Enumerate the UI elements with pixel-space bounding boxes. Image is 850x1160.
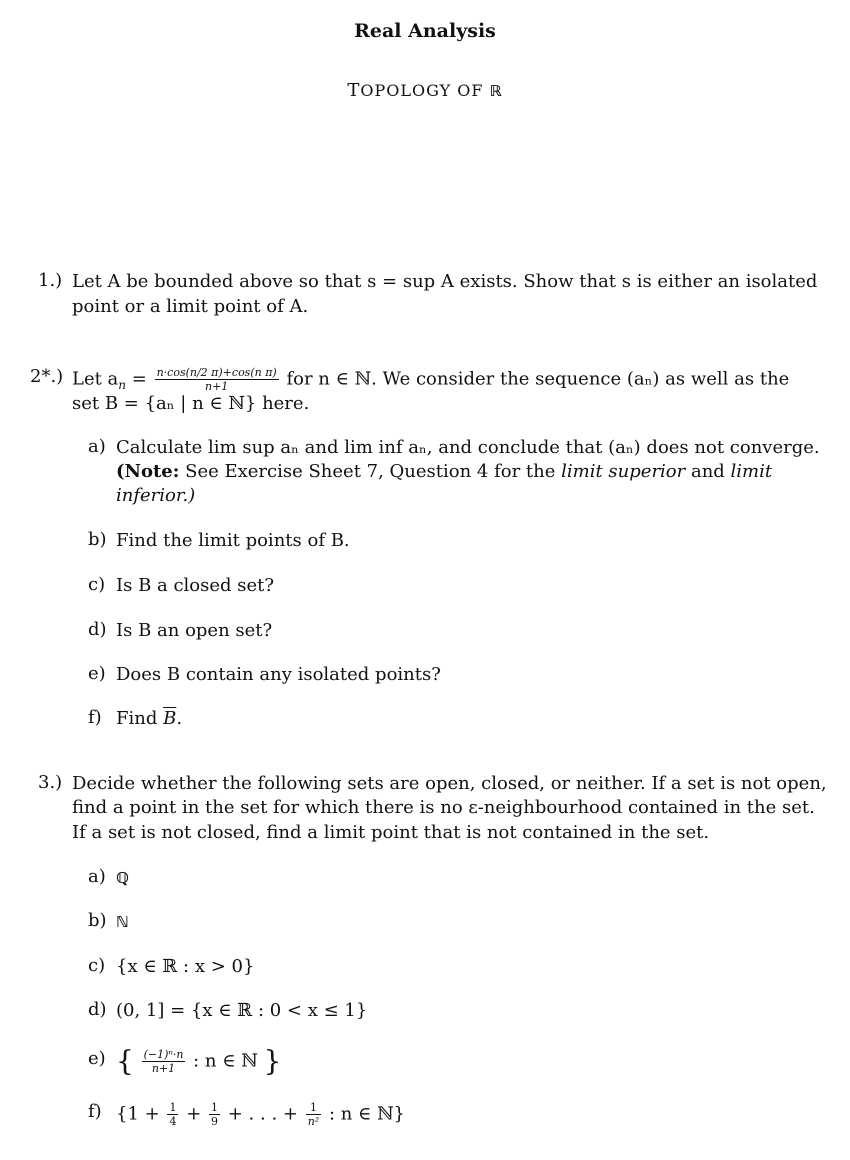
question-2-fraction: $\frac{\text{n·cos(n/2 π)+cos(n π)}}{n+1}$	[156, 366, 277, 393]
question-3-line-3: If a set is not closed, find a limit point that is not contained in the set.	[72, 822, 710, 843]
q3-part-a-label: a)	[88, 866, 106, 887]
question-2-line-2: set B = {aₙ | n ∈ ℕ} here.	[72, 393, 310, 414]
q3-part-b-text: ℕ	[116, 913, 129, 931]
q2-part-c-label: c)	[88, 574, 106, 595]
q2-part-e-label: e)	[88, 663, 106, 684]
q3-part-c-text: {x ∈ ℝ : x > 0}	[116, 956, 255, 977]
q3-part-d-label: d)	[88, 999, 107, 1020]
q3-part-d-text: (0, 1] = {x ∈ ℝ : 0 < x ≤ 1}	[116, 1000, 368, 1021]
document-subtitle: TOPOLOGY OF ℝ	[347, 80, 503, 101]
q3-part-f-fraction-3: $\frac{1}{\text{n²}}$	[307, 1101, 320, 1128]
question-3-number: 3.)	[38, 772, 63, 793]
q3-part-f-fraction-1: $\frac{1}{4}$	[169, 1101, 177, 1128]
q3-part-a-text: ℚ	[116, 869, 129, 887]
question-1-line-1: Let A be bounded above so that s = sup A exists. Show that s is either an isolated	[72, 271, 818, 292]
question-3-line-2: find a point in the set for which there is no ε-neighbourhood contained in the set.	[72, 797, 815, 818]
document-title: Real Analysis	[354, 20, 496, 42]
q2-part-a-line-1: Calculate lim sup aₙ and lim inf aₙ, and conclude that (aₙ) does not converge.	[116, 437, 820, 458]
q2-part-d-label: d)	[88, 619, 107, 640]
q3-part-f-fraction-2: $\frac{1}{9}$	[211, 1101, 219, 1128]
q2-part-b-label: b)	[88, 529, 107, 550]
q3-part-e-text: { $\frac{\text{(−1)ⁿ·n}}{n+1}$ : n ∈ ℕ }	[116, 1044, 282, 1078]
q2-part-e-text: Does B contain any isolated points?	[116, 664, 441, 685]
q3-part-c-label: c)	[88, 955, 106, 976]
question-3-line-1: Decide whether the following sets are open, closed, or neither. If a set is not open,	[72, 773, 827, 794]
q3-part-e-label: e)	[88, 1048, 106, 1069]
question-2-number: 2*.)	[30, 366, 64, 387]
question-2-line-1: Let $a_n$ = $\frac{\text{n·cos(n/2 π)+cos(n π)}}{n+1}$ for n ∈ ℕ. We consider the sequence (aₙ) as well as the	[72, 366, 790, 393]
question-1-line-2: point or a limit point of A.	[72, 296, 309, 317]
question-1-number: 1.)	[38, 270, 63, 291]
q2-part-c-text: Is B a closed set?	[116, 575, 275, 596]
q2-part-a-line-3: inferior.)	[116, 485, 196, 506]
q2-part-a-label: a)	[88, 436, 106, 457]
q2-part-a-line-2: (Note: See Exercise Sheet 7, Question 4 for the limit superior and limit	[116, 461, 773, 482]
q2-part-d-text: Is B an open set?	[116, 620, 273, 641]
q2-part-f-text: Find $\overline{B}$.	[116, 708, 183, 729]
q3-part-b-label: b)	[88, 910, 107, 931]
q3-part-f-text: {1 + $\frac{1}{4}$ + $\frac{1}{9}$ + . . . + $\frac{1}{\text{n²}}$ : n ∈ ℕ}	[116, 1101, 405, 1128]
q2-part-f-label: f)	[88, 707, 102, 728]
q3-part-f-label: f)	[88, 1101, 102, 1122]
q2-part-b-text: Find the limit points of B.	[116, 530, 350, 551]
q3-part-e-fraction: $\frac{\text{(−1)ⁿ·n}}{n+1}$	[143, 1048, 184, 1075]
